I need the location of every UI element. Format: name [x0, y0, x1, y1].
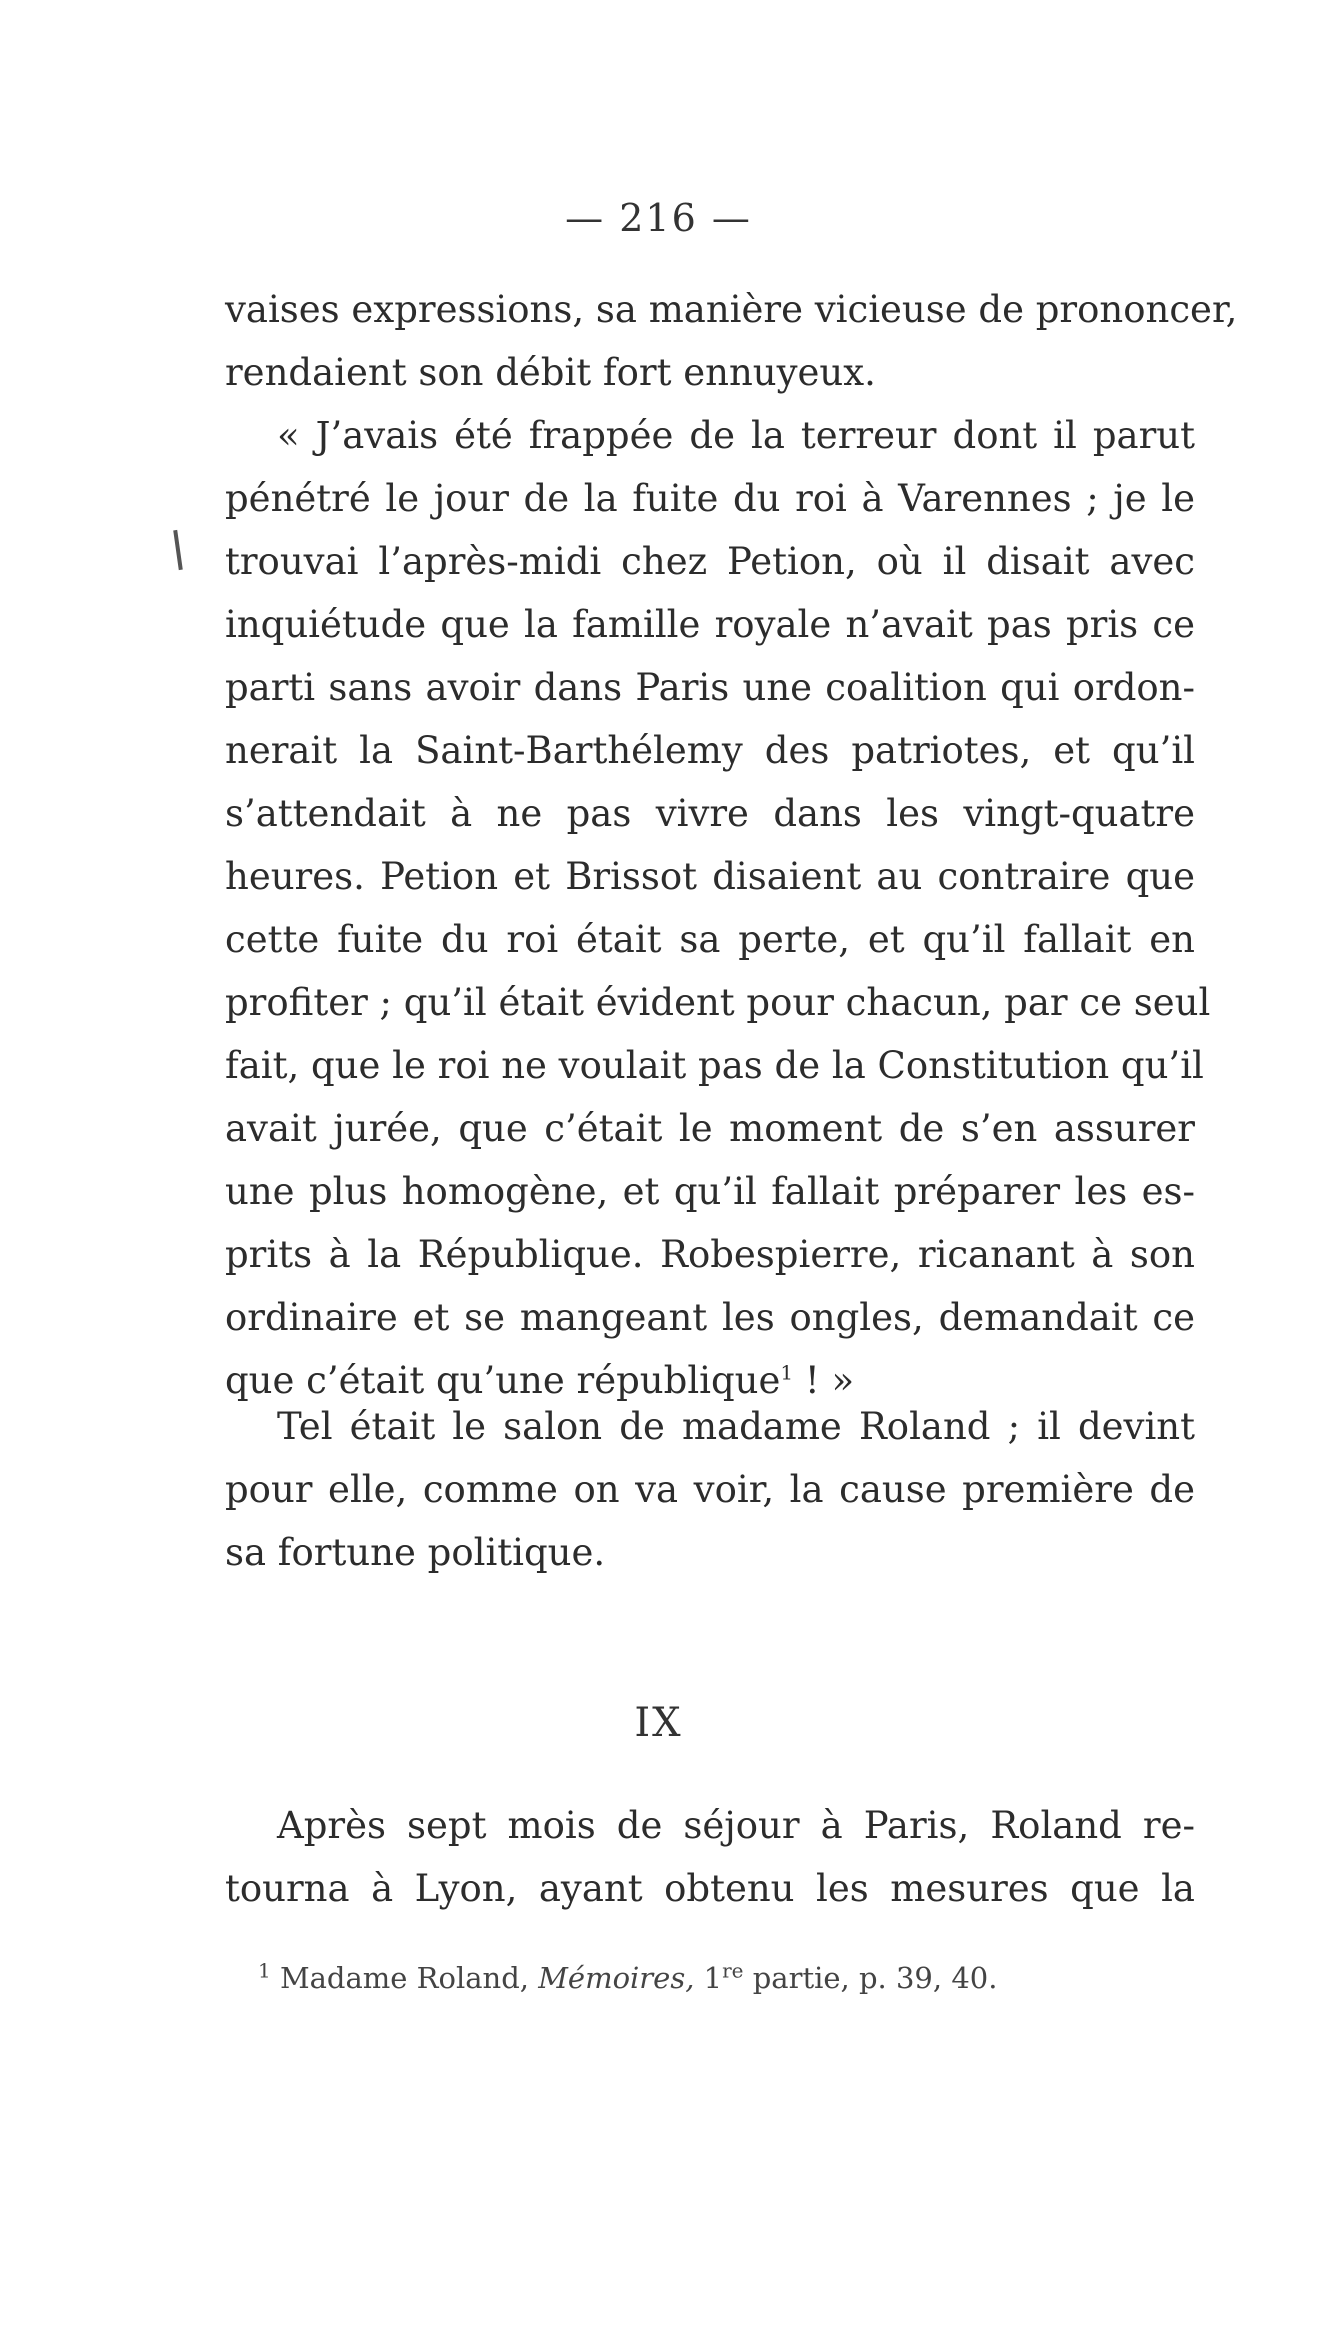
footnote-part: 1 — [703, 1961, 723, 1995]
text-line: pénétré le jour de la fuite du roi à Varennes ; je le — [225, 477, 1195, 520]
footnote — [258, 1958, 997, 1998]
text-line: fait, que le roi ne voulait pas de la Constitution qu’il — [225, 1044, 1204, 1087]
section-heading: IX — [634, 1700, 683, 1746]
text-line: trouvai l’après-midi chez Petion, où il disait avec — [225, 540, 1195, 583]
text-line: vaises expressions, sa manière vicieuse de prononcer, — [225, 288, 1238, 331]
text-fragment: ! » — [793, 1359, 855, 1402]
footnote-marker: 1 — [258, 1958, 271, 1983]
text-line: nerait la Saint-Barthélemy des patriotes, et qu’il — [225, 729, 1195, 772]
footnote-reference: 1 — [780, 1360, 794, 1385]
text-line: Tel était le salon de madame Roland ; il devint — [277, 1405, 1195, 1448]
footnote-work: Mémoires, — [538, 1961, 695, 1995]
text-line: avait jurée, que c’était le moment de s’en assurer — [225, 1107, 1195, 1150]
margin-mark — [173, 530, 183, 570]
text-line: une plus homogène, et qu’il fallait préparer les es- — [225, 1170, 1195, 1213]
footnote-part-suffix: re — [722, 1958, 744, 1983]
text-fragment: que c’était qu’une république — [225, 1359, 781, 1402]
text-line: s’attendait à ne pas vivre dans les vingt-quatre — [225, 792, 1195, 835]
text-line: cette fuite du roi était sa perte, et qu’il fallait en — [225, 918, 1195, 961]
text-line: pour elle, comme on va voir, la cause première de — [225, 1468, 1195, 1511]
text-line: rendaient son débit fort ennuyeux. — [225, 351, 876, 394]
text-line: tourna à Lyon, ayant obtenu les mesures que la — [225, 1867, 1195, 1910]
paragraph-conclusion — [225, 1395, 1195, 1584]
footnote-rest: partie, p. 39, 40. — [752, 1961, 998, 1995]
text-line: Après sept mois de séjour à Paris, Roland re- — [277, 1804, 1195, 1847]
text-line: inquiétude que la famille royale n’avait pas pris ce — [225, 603, 1195, 646]
paragraph-quote — [225, 404, 1211, 1412]
page-number: — 216 — — [565, 196, 752, 240]
text-line: profiter ; qu’il était évident pour chacun, par ce seul — [225, 981, 1211, 1024]
footnote-author: Madame Roland, — [279, 1961, 529, 1995]
text-line: « J’avais été frappée de la terreur dont il parut — [277, 414, 1195, 457]
text-line: ordinaire et se mangeant les ongles, demandait ce — [225, 1296, 1195, 1339]
text-line: parti sans avoir dans Paris une coalition qui ordon- — [225, 666, 1195, 709]
text-line: prits à la République. Robespierre, ricanant à son — [225, 1233, 1195, 1276]
text-line: heures. Petion et Brissot disaient au contraire que — [225, 855, 1195, 898]
paragraph-continuation — [225, 278, 1238, 404]
text-line: sa fortune politique. — [225, 1531, 606, 1574]
paragraph-section-start — [225, 1794, 1195, 1920]
